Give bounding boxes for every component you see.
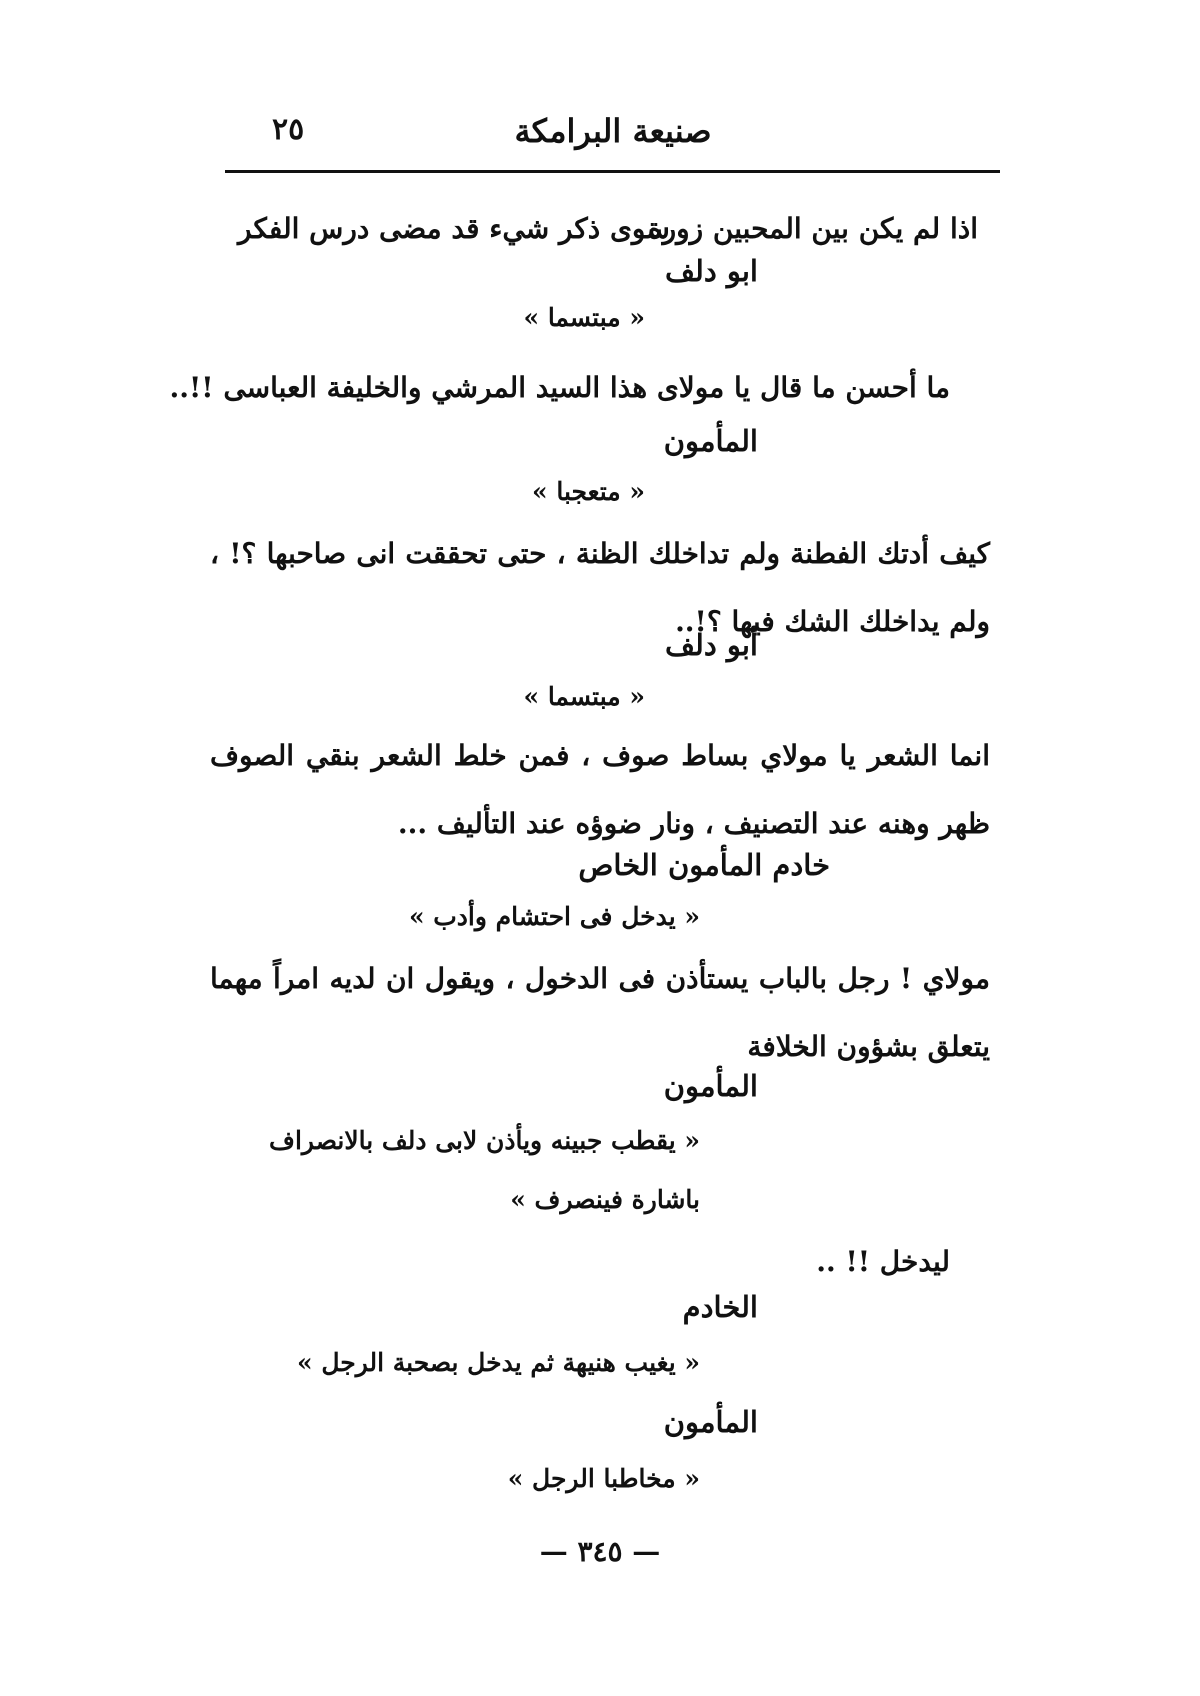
verse-hemistich-second: سوى ذكر شيء قد مضى درس الفكر (238, 212, 670, 245)
stage-direction: باشارة فينصرف » (510, 1185, 700, 1214)
stage-direction: « مبتسما » (523, 303, 645, 332)
dialogue-line: ليدخل !! .. (816, 1245, 950, 1278)
dialogue-paragraph: كيف أدتك الفطنة ولم تداخلك الظنة ، حتى تحققت انى صاحبها ؟! ، ولم يداخلك الشك فيها ؟!.. (210, 537, 990, 638)
dialogue-paragraph: مولاي ! رجل بالباب يستأذن فى الدخول ، ويقول ان لديه امراً مهما يتعلق بشؤون الخلافة (210, 962, 990, 1063)
header-rule (225, 170, 1000, 173)
dialogue-line: ما أحسن ما قال يا مولاى هذا السيد المرشي والخليفة العباسى !!.. (169, 371, 950, 404)
speaker-al-mamun: المأمون (663, 424, 758, 458)
speaker-abu-dulaf: أبو دلف (665, 628, 758, 662)
speaker-abu-dulaf: ابو دلف (665, 254, 758, 288)
speaker-al-mamun: المأمون (663, 1405, 758, 1439)
speaker-servant: خادم المأمون الخاص (578, 848, 830, 882)
stage-direction: « يدخل فى احتشام وأدب » (408, 902, 700, 931)
speaker-servant: الخادم (682, 1290, 758, 1324)
header-page-number: ٢٥ (272, 112, 305, 147)
stage-direction: « مبتسما » (523, 682, 645, 711)
verse-line (238, 212, 978, 252)
stage-direction: « متعجبا » (532, 477, 645, 506)
footer-page-number: — ٣٤٥ — (539, 1535, 661, 1568)
stage-direction: « يغيب هنيهة ثم يدخل بصحبة الرجل » (296, 1348, 700, 1377)
stage-direction: « مخاطبا الرجل » (507, 1464, 700, 1493)
stage-direction: « يقطب جبينه ويأذن لابى دلف بالانصراف (269, 1126, 700, 1155)
dialogue-paragraph: انما الشعر يا مولاي بساط صوف ، فمن خلط الشعر بنقي الصوف ظهر وهنه عند التصنيف ، ونار ضوؤه عند التأليف ... (210, 739, 990, 840)
speaker-al-mamun: المأمون (663, 1069, 758, 1103)
running-header (228, 112, 998, 156)
verse-hemistich-first: اذا لم يكن بين المحبين زورة (647, 212, 978, 245)
header-title: صنيعة البرامكة (514, 112, 712, 150)
